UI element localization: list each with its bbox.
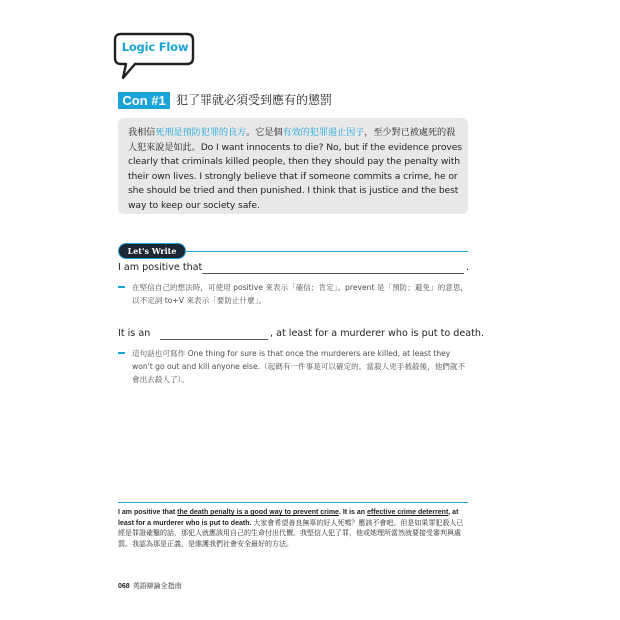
answer-translation: 大家會希望善良無辜的好人死嗎？應該不會吧。但是如果罪犯殺人已經是罪證確鑿的話，那犯人就應該用自己的生命付出代價。我堅信人犯了罪，他或她理所當然就要接受審判與處罰。我認為那是正義，是維護我們社會安全最好的方法。 bbox=[118, 519, 464, 548]
answer-underline: effective crime deterrent bbox=[366, 509, 449, 516]
argument-highlight: 有效的犯罪遏止因子 bbox=[282, 127, 365, 138]
exercise1-prefix: I am positive that bbox=[118, 262, 203, 273]
divider bbox=[118, 502, 468, 503]
exercise1-suffix: . bbox=[466, 262, 470, 273]
argument-part: ，至少對已被處死的殺人犯來說是如此。Do I want innocents to die? No, but if the evidence proves clearly that criminals killed people, then they should pay the penalty with their own lives. I strongly believe that if someone commits a crime, he or she should be tried and then punished. I think that is justice and the best way to keep our society safe. bbox=[128, 127, 462, 211]
answer-part: I am positive that bbox=[118, 509, 178, 516]
argument-part: 我相信 bbox=[128, 127, 156, 138]
exercise2-note bbox=[118, 347, 470, 386]
dash-icon bbox=[118, 352, 125, 354]
argument-part: 。它是個 bbox=[246, 127, 283, 138]
exercise1-note bbox=[118, 281, 470, 307]
exercise1-blank[interactable] bbox=[202, 273, 464, 274]
exercise2-suffix: , at least for a murderer who is put to death. bbox=[270, 328, 485, 339]
logic-flow-label: Logic Flow bbox=[121, 40, 189, 54]
note-text: 這句話也可寫作 One thing for sure is that once the murderers are killed, at least they won't go out and kill anyone else.（起碼有一件事是可以確定的，當殺人兇手被殺後，他們就不會出去殺人了）。 bbox=[132, 349, 466, 384]
answer-part: . It is an bbox=[338, 509, 367, 516]
argument-box bbox=[118, 118, 468, 214]
book-title: 英語辯論全指南 bbox=[132, 583, 182, 590]
argument-highlight: 死刑是預防犯罪的良方 bbox=[155, 127, 247, 138]
exercise2-blank[interactable] bbox=[160, 339, 268, 340]
argument-text bbox=[128, 126, 462, 214]
con-badge: Con #1 bbox=[118, 92, 170, 109]
page-footer bbox=[118, 581, 182, 591]
con-title: 犯了罪就必須受到應有的懲罰 bbox=[176, 93, 333, 107]
dash-icon bbox=[118, 286, 125, 288]
answer-part: , at least for a murderer who is put to death. bbox=[118, 509, 459, 527]
answer-underline: the death penalty is a good way to prevent crime bbox=[177, 509, 339, 516]
logic-flow-bubble bbox=[113, 32, 195, 82]
page-number: 068 bbox=[118, 583, 130, 590]
note-text: 在堅信自己的想法時，可使用 positive 來表示「確信；肯定」。prevent 是「預防；避免」的意思，以不定詞 to+V 來表示「要防止什麼」。 bbox=[132, 283, 469, 305]
answer-text bbox=[118, 508, 470, 550]
exercise2-prefix: It is an bbox=[118, 328, 151, 339]
lets-write-label: Let's Write bbox=[118, 243, 186, 259]
